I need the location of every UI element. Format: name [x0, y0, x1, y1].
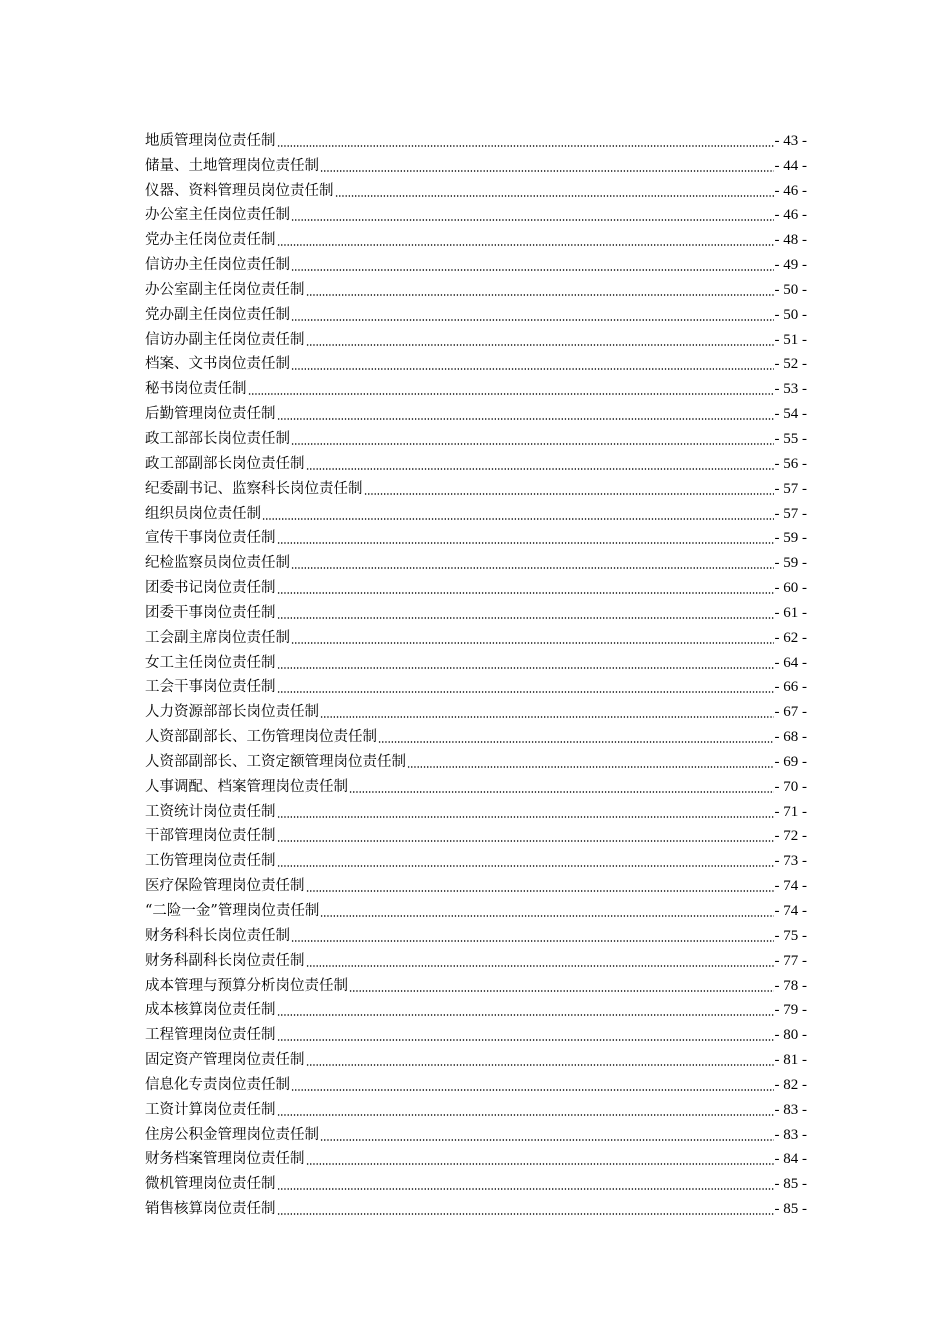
toc-entry-title: 工伤管理岗位责任制: [145, 853, 276, 870]
toc-dot-leader: [277, 840, 774, 842]
toc-entry-title: 团委干事岗位责任制: [145, 604, 276, 621]
toc-entry[interactable]: [145, 846, 807, 871]
toc-entry-page-number: - 73 -: [774, 853, 807, 870]
toc-dot-leader: [277, 816, 774, 818]
toc-entry-title: 信访办主任岗位责任制: [145, 257, 290, 274]
toc-entry-title: 储量、土地管理岗位责任制: [145, 157, 319, 174]
toc-entry[interactable]: [145, 648, 807, 673]
toc-entry-title: 干部管理岗位责任制: [145, 828, 276, 845]
toc-entry-title: 政工部副部长岗位责任制: [145, 455, 305, 472]
toc-entry-title: 地质管理岗位责任制: [145, 132, 276, 149]
toc-entry-title: 女工主任岗位责任制: [145, 654, 276, 671]
toc-entry-page-number: - 83 -: [774, 1126, 807, 1143]
toc-dot-leader: [349, 990, 774, 992]
toc-dot-leader: [306, 890, 774, 892]
toc-entry-title: 政工部部长岗位责任制: [145, 430, 290, 447]
toc-entry[interactable]: [145, 673, 807, 698]
toc-dot-leader: [320, 170, 774, 172]
toc-entry-title: “二险一金”管理岗位责任制: [145, 903, 320, 919]
toc-dot-leader: [277, 1188, 774, 1190]
toc-entry-title: 人力资源部部长岗位责任制: [145, 704, 319, 721]
toc-dot-leader: [277, 617, 774, 619]
toc-dot-leader: [277, 244, 774, 246]
toc-entry-title: 信访办副主任岗位责任制: [145, 331, 305, 348]
toc-entry[interactable]: [145, 524, 807, 549]
toc-entry[interactable]: [145, 697, 807, 722]
toc-entry-page-number: - 79 -: [774, 1002, 807, 1019]
toc-entry-page-number: - 68 -: [774, 729, 807, 746]
toc-entry-page-number: - 85 -: [774, 1176, 807, 1193]
toc-entry-title: 办公室主任岗位责任制: [145, 207, 290, 224]
toc-entry-page-number: - 48 -: [774, 232, 807, 249]
toc-entry-page-number: - 70 -: [774, 778, 807, 795]
toc-dot-leader: [320, 716, 774, 718]
toc-entry-page-number: - 80 -: [774, 1027, 807, 1044]
toc-entry-title: 党办主任岗位责任制: [145, 232, 276, 249]
toc-entry[interactable]: [145, 1070, 807, 1095]
toc-dot-leader: [277, 542, 774, 544]
toc-entry-title: 秘书岗位责任制: [145, 381, 247, 398]
toc-entry[interactable]: [145, 772, 807, 797]
toc-entry-page-number: - 82 -: [774, 1076, 807, 1093]
toc-entry[interactable]: [145, 399, 807, 424]
toc-dot-leader: [291, 567, 774, 569]
toc-entry-title: 工资计算岗位责任制: [145, 1101, 276, 1118]
toc-entry-title: 办公室副主任岗位责任制: [145, 281, 305, 298]
toc-entry-page-number: - 51 -: [774, 331, 807, 348]
toc-entry[interactable]: [145, 325, 807, 350]
toc-entry[interactable]: [145, 921, 807, 946]
toc-dot-leader: [277, 418, 774, 420]
toc-entry-page-number: - 75 -: [774, 927, 807, 944]
toc-dot-leader: [291, 319, 774, 321]
toc-entry[interactable]: [145, 573, 807, 598]
toc-entry-page-number: - 49 -: [774, 257, 807, 274]
toc-entry[interactable]: [145, 176, 807, 201]
toc-dot-leader: [306, 1163, 774, 1165]
toc-entry-page-number: - 54 -: [774, 406, 807, 423]
toc-entry-page-number: - 53 -: [774, 381, 807, 398]
toc-entry-page-number: - 57 -: [774, 505, 807, 522]
toc-entry[interactable]: [145, 747, 807, 772]
toc-entry-title: 党办副主任岗位责任制: [145, 306, 290, 323]
toc-dot-leader: [277, 667, 774, 669]
toc-dot-leader: [335, 195, 774, 197]
toc-entry-title: 财务档案管理岗位责任制: [145, 1151, 305, 1168]
toc-entry-title: 纪检监察员岗位责任制: [145, 555, 290, 572]
toc-entry-page-number: - 72 -: [774, 828, 807, 845]
toc-entry-page-number: - 83 -: [774, 1101, 807, 1118]
toc-entry-title: 信息化专责岗位责任制: [145, 1076, 290, 1093]
toc-entry-title: 团委书记岗位责任制: [145, 580, 276, 597]
toc-dot-leader: [349, 791, 774, 793]
toc-entry-page-number: - 62 -: [774, 629, 807, 646]
toc-entry[interactable]: [145, 971, 807, 996]
toc-entry-title: 档案、文书岗位责任制: [145, 356, 290, 373]
toc-entry[interactable]: [145, 300, 807, 325]
toc-entry-title: 财务科副科长岗位责任制: [145, 952, 305, 969]
toc-entry-page-number: - 67 -: [774, 704, 807, 721]
table-of-contents: [145, 126, 807, 1219]
toc-entry[interactable]: [145, 424, 807, 449]
toc-entry-title: 微机管理岗位责任制: [145, 1176, 276, 1193]
toc-dot-leader: [291, 940, 774, 942]
toc-dot-leader: [291, 642, 774, 644]
toc-entry-page-number: - 66 -: [774, 679, 807, 696]
toc-dot-leader: [306, 344, 774, 346]
toc-entry[interactable]: [145, 126, 807, 151]
toc-entry[interactable]: [145, 151, 807, 176]
toc-entry[interactable]: [145, 996, 807, 1021]
toc-entry-title: 仪器、资料管理员岗位责任制: [145, 182, 334, 199]
toc-entry-page-number: - 81 -: [774, 1052, 807, 1069]
toc-entry[interactable]: [145, 350, 807, 375]
toc-entry[interactable]: [145, 1120, 807, 1145]
toc-entry-title: 后勤管理岗位责任制: [145, 406, 276, 423]
toc-entry[interactable]: [145, 1095, 807, 1120]
toc-dot-leader: [277, 1213, 774, 1215]
toc-entry[interactable]: [145, 275, 807, 300]
toc-entry[interactable]: [145, 871, 807, 896]
toc-dot-leader: [306, 294, 774, 296]
toc-entry-page-number: - 46 -: [774, 182, 807, 199]
toc-dot-leader: [306, 965, 774, 967]
toc-entry-title: 工资统计岗位责任制: [145, 803, 276, 820]
toc-dot-leader: [262, 518, 774, 520]
toc-entry-page-number: - 74 -: [774, 903, 807, 919]
toc-entry-page-number: - 59 -: [774, 555, 807, 572]
toc-dot-leader: [291, 269, 774, 271]
toc-dot-leader: [277, 592, 774, 594]
toc-entry[interactable]: [145, 797, 807, 822]
toc-dot-leader: [378, 741, 774, 743]
toc-dot-leader: [277, 1014, 774, 1016]
toc-entry-page-number: - 64 -: [774, 654, 807, 671]
toc-dot-leader: [277, 1039, 774, 1041]
toc-entry-title: 医疗保险管理岗位责任制: [145, 878, 305, 895]
toc-entry[interactable]: [145, 201, 807, 226]
toc-entry-page-number: - 56 -: [774, 455, 807, 472]
toc-entry-title: 人事调配、档案管理岗位责任制: [145, 778, 348, 795]
toc-dot-leader: [277, 865, 774, 867]
toc-entry[interactable]: [145, 499, 807, 524]
toc-entry-page-number: - 71 -: [774, 803, 807, 820]
toc-entry-page-number: - 60 -: [774, 580, 807, 597]
toc-dot-leader: [291, 443, 774, 445]
toc-entry[interactable]: [145, 1194, 807, 1219]
toc-entry-page-number: - 57 -: [774, 480, 807, 497]
toc-dot-leader: [291, 219, 774, 221]
toc-entry-page-number: - 84 -: [774, 1151, 807, 1168]
toc-entry[interactable]: [145, 374, 807, 399]
toc-entry[interactable]: [145, 1020, 807, 1045]
toc-entry-title: 工会干事岗位责任制: [145, 679, 276, 696]
toc-dot-leader: [364, 493, 774, 495]
toc-entry-title: 宣传干事岗位责任制: [145, 530, 276, 547]
toc-entry-page-number: - 50 -: [774, 306, 807, 323]
toc-entry[interactable]: [145, 946, 807, 971]
toc-entry[interactable]: [145, 474, 807, 499]
toc-entry[interactable]: [145, 250, 807, 275]
toc-dot-leader: [277, 691, 774, 693]
toc-entry[interactable]: [145, 1169, 807, 1194]
toc-dot-leader: [277, 145, 774, 147]
toc-dot-leader: [407, 766, 774, 768]
toc-entry-page-number: - 69 -: [774, 753, 807, 770]
toc-entry[interactable]: [145, 896, 807, 921]
toc-entry[interactable]: [145, 548, 807, 573]
toc-entry-page-number: - 85 -: [774, 1201, 807, 1218]
toc-entry-title: 人资部副部长、工资定额管理岗位责任制: [145, 753, 406, 770]
toc-dot-leader: [277, 1114, 774, 1116]
toc-dot-leader: [306, 468, 774, 470]
toc-entry-title: 成本核算岗位责任制: [145, 1002, 276, 1019]
toc-entry-page-number: - 55 -: [774, 430, 807, 447]
toc-entry-title: 固定资产管理岗位责任制: [145, 1052, 305, 1069]
toc-dot-leader: [320, 1139, 774, 1141]
toc-entry-title: 人资部副部长、工伤管理岗位责任制: [145, 729, 377, 746]
toc-entry-title: 组织员岗位责任制: [145, 505, 261, 522]
toc-entry-page-number: - 44 -: [774, 157, 807, 174]
toc-entry-title: 成本管理与预算分析岗位责任制: [145, 977, 348, 994]
toc-entry-page-number: - 52 -: [774, 356, 807, 373]
toc-entry-page-number: - 78 -: [774, 977, 807, 994]
toc-dot-leader: [291, 368, 774, 370]
toc-entry-page-number: - 59 -: [774, 530, 807, 547]
toc-entry[interactable]: [145, 225, 807, 250]
toc-entry[interactable]: [145, 722, 807, 747]
toc-entry-page-number: - 43 -: [774, 132, 807, 149]
toc-entry-title: 销售核算岗位责任制: [145, 1201, 276, 1218]
toc-entry-title: 财务科科长岗位责任制: [145, 927, 290, 944]
toc-entry[interactable]: [145, 598, 807, 623]
toc-entry-page-number: - 74 -: [774, 878, 807, 895]
toc-entry[interactable]: [145, 1045, 807, 1070]
toc-entry-page-number: - 46 -: [774, 207, 807, 224]
toc-entry-page-number: - 61 -: [774, 604, 807, 621]
toc-entry[interactable]: [145, 1145, 807, 1170]
toc-entry-title: 住房公积金管理岗位责任制: [145, 1126, 319, 1143]
toc-dot-leader: [320, 915, 773, 917]
toc-dot-leader: [291, 1089, 774, 1091]
toc-entry[interactable]: [145, 623, 807, 648]
toc-entry-title: 工会副主席岗位责任制: [145, 629, 290, 646]
toc-entry[interactable]: [145, 822, 807, 847]
toc-entry[interactable]: [145, 449, 807, 474]
toc-entry-title: 工程管理岗位责任制: [145, 1027, 276, 1044]
toc-entry-title: 纪委副书记、监察科长岗位责任制: [145, 480, 363, 497]
toc-dot-leader: [306, 1064, 774, 1066]
toc-entry-page-number: - 50 -: [774, 281, 807, 298]
toc-entry-page-number: - 77 -: [774, 952, 807, 969]
toc-dot-leader: [248, 393, 774, 395]
